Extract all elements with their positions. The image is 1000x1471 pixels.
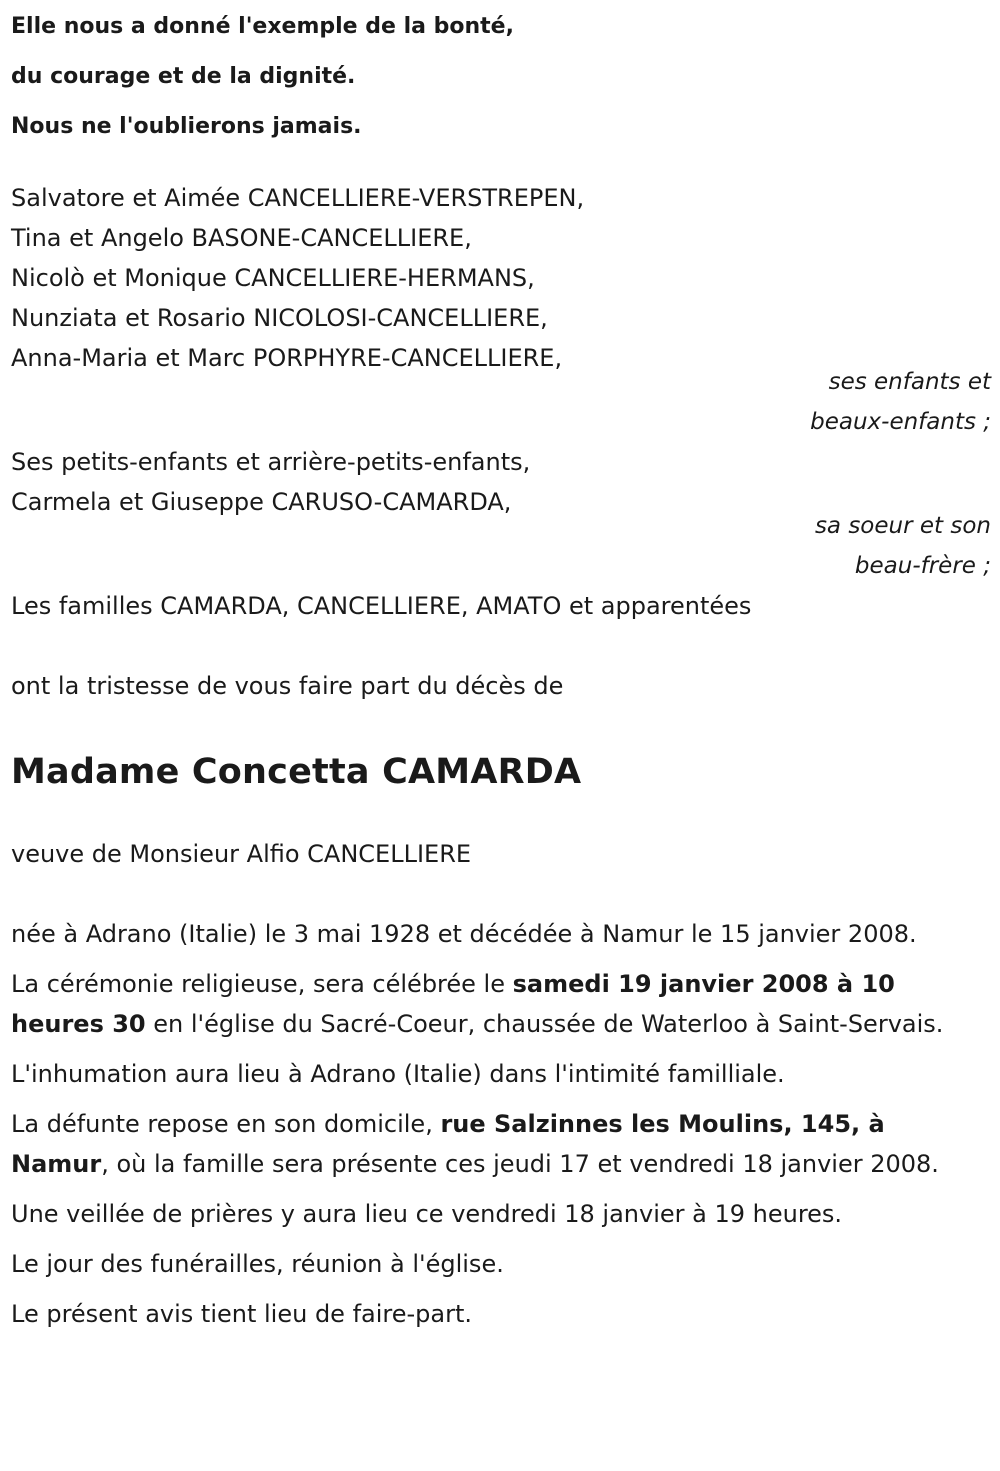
repose-intro: La défunte repose en son domicile,: [11, 1110, 441, 1138]
sister-relation: sa soeur et son: [814, 513, 991, 539]
sister-relation: beau-frère ;: [854, 553, 991, 579]
epigraph-line: du courage et de la dignité.: [11, 64, 356, 89]
funeral-day-paragraph: Le jour des funérailles, réunion à l'église.: [11, 1250, 504, 1278]
children-relation: ses enfants et: [828, 369, 991, 395]
repose-paragraph: [11, 1104, 971, 1184]
child-couple: Tina et Angelo BASONE-CANCELLIERE,: [11, 224, 472, 252]
notice-paragraph: Le présent avis tient lieu de faire-part.: [11, 1300, 473, 1328]
ceremony-datetime: samedi 19 janvier 2008 à 10 heures 30: [11, 970, 895, 1038]
child-couple: Nunziata et Rosario NICOLOSI-CANCELLIERE,: [11, 304, 548, 332]
deceased-name: Madame Concetta CAMARDA: [11, 752, 582, 792]
ceremony-rest: en l'église du Sacré-Coeur, chaussée de Waterloo à Saint-Servais.: [145, 1010, 944, 1038]
epigraph: [11, 0, 991, 152]
children-relation: beaux-enfants ;: [810, 409, 991, 435]
widow-of: veuve de Monsieur Alfio CANCELLIERE: [11, 840, 472, 868]
epigraph-line: Nous ne l'oublierons jamais.: [11, 114, 362, 139]
child-couple: Salvatore et Aimée CANCELLIERE-VERSTREPEN,: [11, 184, 585, 212]
birth-death-paragraph: née à Adrano (Italie) le 3 mai 1928 et décédée à Namur le 15 janvier 2008.: [11, 920, 917, 948]
repose-rest: , où la famille sera présente ces jeudi 17 et vendredi 18 janvier 2008.: [101, 1150, 939, 1178]
vigil-paragraph: Une veillée de prières y aura lieu ce vendredi 18 janvier à 19 heures.: [11, 1200, 843, 1228]
sister-couple: Carmela et Giuseppe CARUSO-CAMARDA,: [11, 488, 512, 516]
burial-paragraph: L'inhumation aura lieu à Adrano (Italie) dans l'intimité familliale.: [11, 1060, 785, 1088]
ceremony-intro: La cérémonie religieuse, sera célébrée le: [11, 970, 513, 998]
families-line: Les familles CAMARDA, CANCELLIERE, AMATO et apparentées: [11, 592, 752, 620]
child-couple: Anna-Maria et Marc PORPHYRE-CANCELLIERE,: [11, 344, 563, 372]
child-couple: Nicolò et Monique CANCELLIERE-HERMANS,: [11, 264, 535, 292]
obituary-notice: [11, 0, 991, 1334]
repose-address: rue Salzinnes les Moulins, 145, à Namur: [11, 1110, 885, 1178]
ceremony-paragraph: [11, 964, 971, 1044]
announcement: ont la tristesse de vous faire part du décès de: [11, 672, 564, 700]
grandchildren-line: Ses petits-enfants et arrière-petits-enfants,: [11, 448, 531, 476]
family-list: [11, 178, 991, 626]
epigraph-line: Elle nous a donné l'exemple de la bonté,: [11, 14, 514, 39]
